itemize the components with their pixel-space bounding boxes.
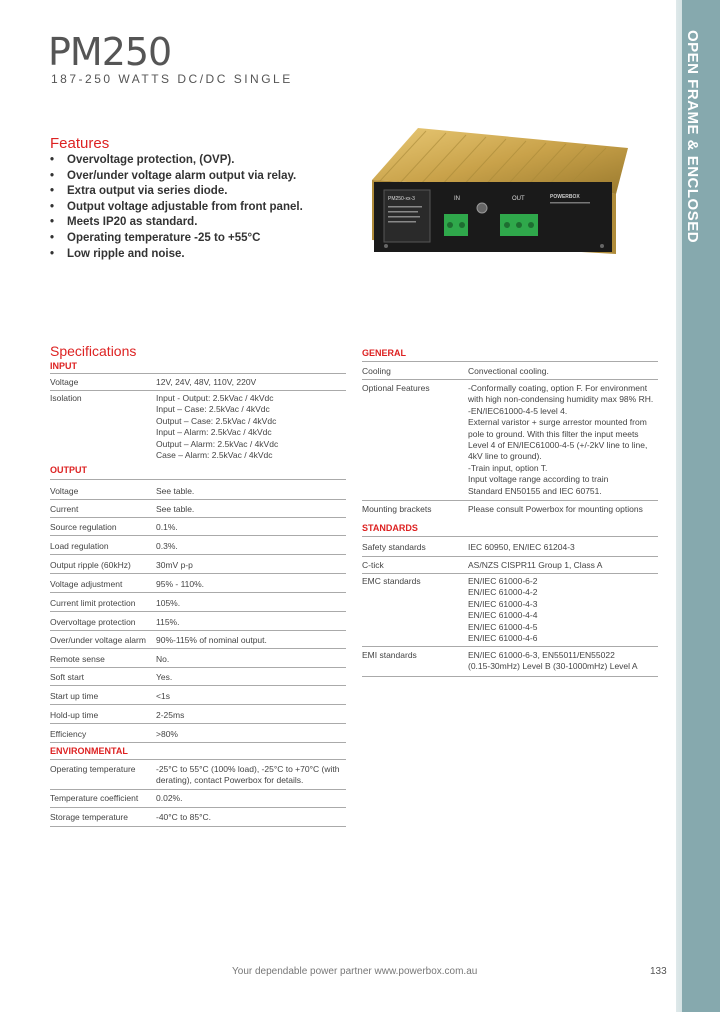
feature-item: • Extra output via series diode. [50,185,228,198]
side-tab-text: OPEN FRAME & ENCLOSED [684,30,701,244]
module-label: PM250-xx-3 [388,196,415,202]
feature-item: • Low ripple and noise. [50,247,185,260]
features-heading: Features [50,135,110,152]
feature-item: • Over/under voltage alarm output via relay. [50,169,297,182]
section-standards: STANDARDS [362,523,418,533]
section-general: GENERAL [362,348,407,358]
section-output: OUTPUT [50,465,87,475]
product-image [366,128,628,256]
in-label: IN [454,196,460,202]
page-subtitle: 187-250 WATTS DC/DC SINGLE [51,72,293,86]
feature-item: • Operating temperature -25 to +55°C [50,231,261,244]
adjust-potentiometer [477,203,487,213]
page-number: 133 [650,966,667,977]
section-environmental: ENVIRONMENTAL [50,746,128,756]
specifications-heading: Specifications [50,343,137,359]
feature-item: • Meets IP20 as standard. [50,216,198,229]
feature-item: • Output voltage adjustable from front panel. [50,200,303,213]
footer-tagline: Your dependable power partner www.powerbox.com.au [232,966,478,977]
out-label: OUT [512,196,525,202]
side-tab-label [684,30,716,250]
page-title: PM250 [48,30,172,74]
section-input: INPUT [50,361,77,371]
features-list [50,153,303,262]
brand-label: POWERBOX [550,194,580,200]
feature-item: • Overvoltage protection, (OVP). [50,154,235,166]
